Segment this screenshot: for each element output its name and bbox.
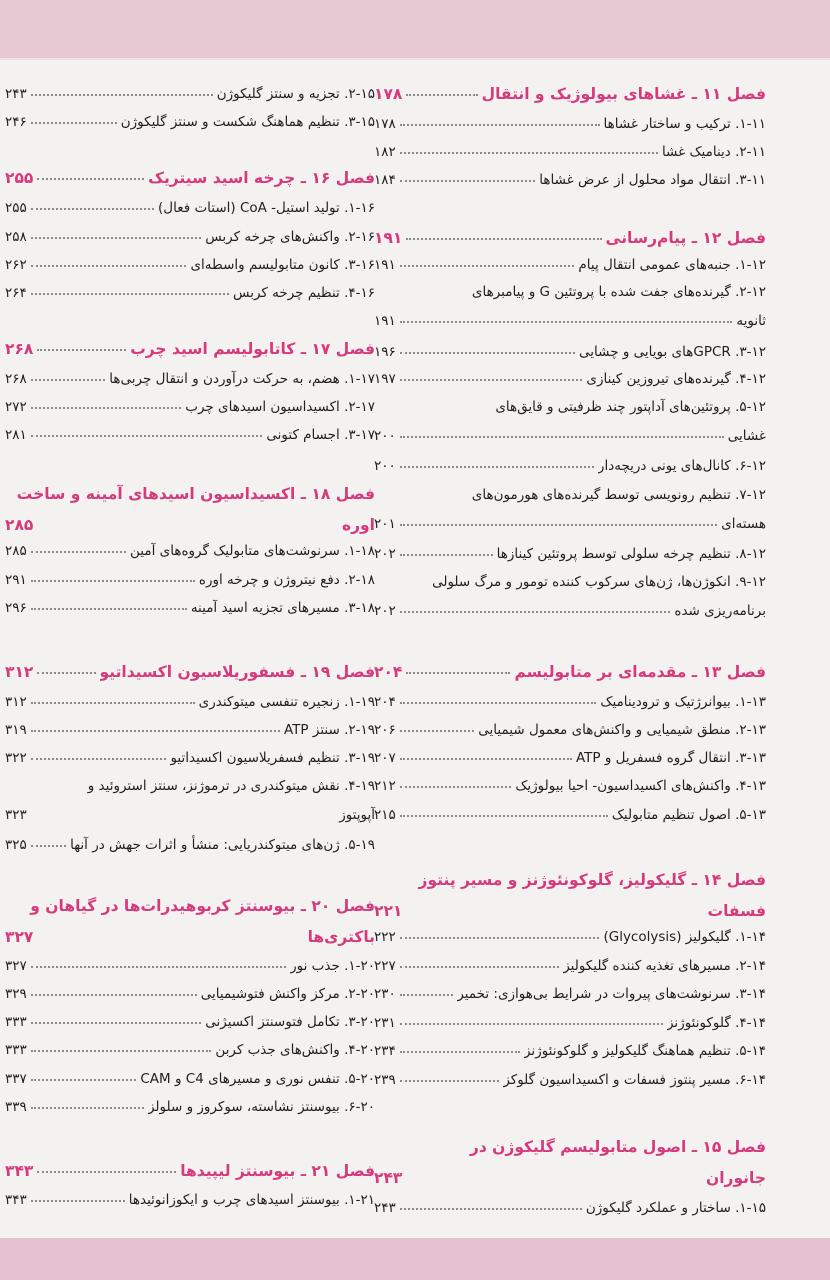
- toc-entry: [374, 1068, 766, 1093]
- toc-entry: [5, 253, 375, 278]
- entry-title: ۲-۱۴. مسیرهای تغذیه کننده گلیکولیز: [563, 958, 766, 974]
- chapter-heading: [5, 1159, 375, 1184]
- dot-leader: [400, 124, 600, 126]
- entry-title-continued: برنامه‌ریزی شده: [674, 603, 766, 619]
- dot-leader: [31, 994, 197, 996]
- toc-entry: [374, 340, 766, 365]
- toc-entry: [374, 454, 766, 479]
- entry-title: ۵-۲۰. تنفس نوری و مسیرهای C4 و CAM: [140, 1071, 375, 1087]
- page-number: ۲۸۱: [5, 427, 27, 443]
- toc-entry: [5, 718, 375, 743]
- page-number: ۲۹۶: [5, 600, 27, 616]
- page-number: ۲۵۵: [5, 200, 27, 216]
- dot-leader: [31, 1200, 125, 1202]
- page-number: ۳۲۲: [5, 750, 27, 766]
- page-number: ۲۸۵: [5, 516, 34, 534]
- toc-entry: [5, 690, 375, 715]
- entry-title: ۶-۲۰. بیوسنتز نشاسته، سوکروز و سلولز: [147, 1099, 375, 1115]
- dot-leader: [31, 551, 126, 553]
- dot-leader: [400, 994, 454, 996]
- dot-leader: [406, 672, 510, 674]
- dot-leader: [37, 672, 95, 674]
- toc-entry: [374, 367, 766, 392]
- toc-entry: [5, 1188, 375, 1213]
- entry-title: ۳-۱۵. تنظیم هماهنگ شکست و سنتز گلیکوژن: [120, 114, 375, 130]
- entry-title: فصل ۲۱ ـ بیوسنتز لیپیدها: [180, 1162, 375, 1180]
- chapter-title: فصل ۱۵ ـ اصول متابولیسم گلیکوژن در: [469, 1138, 766, 1156]
- entry-title: ۳-۱۴. سرنوشت‌های پیروات در شرایط بی‌هوازی: تخمیر: [457, 986, 766, 1002]
- entry-title: ۳-۱۸. مسیرهای تجزیه اسید آمینه: [190, 600, 375, 616]
- entry-title: ۱-۱۸. سرنوشت‌های متابولیک گروه‌های آمین: [130, 543, 375, 559]
- entry-title: ۶-۱۲. کانال‌های یونی دریچه‌دار: [597, 458, 766, 474]
- entry-title: ۲-۱۸. دفع نیتروژن و چرخه اوره: [198, 572, 375, 588]
- chapter-heading: [374, 1135, 766, 1191]
- dot-leader: [31, 1050, 212, 1052]
- toc-entry: [374, 542, 766, 567]
- page-number: ۲۸۵: [5, 543, 27, 559]
- entry-title: ۱-۱۲. جنبه‌های عمومی انتقال پیام: [578, 257, 766, 273]
- toc-entry: [374, 570, 766, 624]
- entry-title: فصل ۱۹ ـ فسفوریلاسیون اکسیداتیو: [99, 663, 375, 681]
- page-number: ۲۳۱: [374, 1015, 396, 1031]
- dot-leader: [37, 349, 126, 351]
- entry-title: ۱-۱۵. ساختار و عملکرد گلیکوژن: [585, 1200, 766, 1216]
- page-number: ۲۶۴: [5, 285, 27, 301]
- page-number: ۲۲۷: [374, 958, 396, 974]
- toc-entry: [5, 423, 375, 448]
- page-number: ۲۰۴: [374, 663, 403, 681]
- chapter-title-continued: اوره: [341, 516, 375, 534]
- toc-entry: [374, 168, 766, 193]
- toc-entry: [374, 280, 766, 334]
- page-number: ۲۶۸: [5, 340, 34, 358]
- dot-leader: [400, 758, 572, 760]
- dot-leader: [37, 1171, 176, 1173]
- entry-title-continued: آپوپتوز: [339, 807, 375, 823]
- dot-leader: [31, 379, 106, 381]
- entry-title: فصل ۱۳ ـ مقدمه‌ای بر متابولیسم: [514, 663, 766, 681]
- page-number: ۲۴۳: [374, 1169, 403, 1187]
- chapter-heading: [5, 482, 375, 538]
- entry-title: ۲-۱۶. واکنش‌های چرخه کربس: [205, 229, 375, 245]
- entry-title: ۵-۱۲. پروتئین‌های آداپتور چند ظرفیتی و قایق‌های: [495, 399, 766, 415]
- toc-entry: [374, 253, 766, 278]
- chapter-heading: [5, 337, 375, 362]
- chapter-heading: [5, 166, 375, 191]
- page-number: ۳۱۲: [5, 694, 27, 710]
- entry-title: ۱-۱۴. گلیکولیز (Glycolysis): [603, 929, 766, 945]
- chapter-heading: [5, 660, 375, 685]
- toc-entry: [374, 690, 766, 715]
- entry-title: ۳-۱۲. GPCRهای بویایی و چشایی: [579, 344, 766, 360]
- toc-entry: [5, 774, 375, 828]
- dot-leader: [400, 554, 493, 556]
- page-number: ۲۹۱: [5, 572, 27, 588]
- dot-leader: [400, 786, 512, 788]
- page-number: ۲۰۴: [374, 694, 396, 710]
- page-number: ۲۰۶: [374, 722, 396, 738]
- dot-leader: [31, 730, 280, 732]
- dot-leader: [400, 1023, 663, 1025]
- page-number: ۱۷۸: [374, 85, 403, 103]
- toc-entry: [374, 483, 766, 537]
- dot-leader: [31, 580, 195, 582]
- entry-title: ۲-۲۰. مرکز واکنش فتوشیمیایی: [200, 986, 375, 1002]
- page-number: ۲۳۰: [374, 986, 396, 1002]
- page-number: ۲۰۲: [374, 546, 396, 562]
- dot-leader: [31, 845, 66, 847]
- dot-leader: [406, 94, 477, 96]
- entry-title: فصل ۱۱ ـ غشاهای بیولوژیک و انتقال: [481, 85, 766, 103]
- page-number: ۲۴۳: [5, 86, 27, 102]
- toc-entry: [5, 82, 375, 107]
- page-number: ۲۲۱: [374, 902, 403, 920]
- dot-leader: [400, 524, 717, 526]
- toc-entry: [374, 1011, 766, 1036]
- toc-entry: [374, 746, 766, 771]
- entry-title: ۳-۱۳. انتقال گروه فسفریل و ATP: [575, 750, 766, 766]
- entry-title: ۸-۱۲. تنظیم چرخه سلولی توسط پروتئین کینازها: [496, 546, 766, 562]
- page-number: ۲۴۳: [374, 1200, 396, 1216]
- entry-title: ۱-۱۱. ترکیب و ساختار غشاها: [603, 116, 766, 132]
- page-number: ۲۳۴: [374, 1043, 396, 1059]
- toc-entry: [374, 140, 766, 165]
- toc-entry: [5, 833, 375, 858]
- toc-entry: [5, 110, 375, 135]
- entry-title: ۲-۱۳. منطق شیمیایی و واکنش‌های معمول شیمیایی: [478, 722, 766, 738]
- book-page: [0, 58, 830, 1240]
- page-number: ۳۲۷: [5, 958, 27, 974]
- dot-leader: [400, 815, 608, 817]
- entry-title: ۱-۲۱. بیوسنتز اسیدهای چرب و ایکوزانوئیدها: [128, 1192, 375, 1208]
- entry-title: ۳-۱۹. تنظیم فسفریلاسیون اکسیداتیو: [170, 750, 375, 766]
- toc-entry: [374, 1039, 766, 1064]
- toc-entry: [5, 1038, 375, 1063]
- entry-title: ۷-۱۲. تنظیم رونویسی توسط گیرنده‌های هورمون‌های: [471, 487, 766, 503]
- page-number: ۱۹۱: [374, 313, 396, 329]
- entry-title: ۲-۱۹. سنتز ATP: [284, 722, 375, 738]
- toc-entry: [374, 982, 766, 1007]
- entry-title: ۱-۲۰. جذب نور: [290, 958, 375, 974]
- entry-title: ۲-۱۱. دینامیک غشا: [661, 144, 766, 160]
- page-edge: [0, 1238, 830, 1280]
- entry-title: ۲-۱۲. گیرنده‌های جفت شده با پروتئین G و پیامبرهای: [471, 284, 766, 300]
- toc-entry: [5, 225, 375, 250]
- toc-entry: [5, 367, 375, 392]
- entry-title: ۵-۱۴. تنظیم هماهنگ گلیکولیز و گلوکونئوژنز: [523, 1043, 766, 1059]
- entry-title: ۴-۱۴. گلوکونئوژنز: [666, 1015, 766, 1031]
- entry-title: ۲-۱۵. تجزیه و سنتز گلیکوژن: [216, 86, 375, 102]
- page-number: ۳۱۲: [5, 663, 34, 681]
- page-number: ۱۹۷: [374, 371, 396, 387]
- page-number: ۲۰۱: [374, 516, 396, 532]
- page-number: ۲۶۸: [5, 371, 27, 387]
- page-number: ۲۱۲: [374, 778, 396, 794]
- dot-leader: [31, 122, 117, 124]
- chapter-title: فصل ۱۸ ـ اکسیداسیون اسیدهای آمینه و ساخت: [16, 485, 375, 503]
- page-number: ۲۱۵: [374, 807, 396, 823]
- page-number: ۳۲۳: [5, 807, 27, 823]
- entry-title: ۳-۲۰. تکامل فتوسنتز اکسیژنی: [205, 1014, 375, 1030]
- page-number: ۱۹۶: [374, 344, 396, 360]
- dot-leader: [400, 180, 536, 182]
- entry-title: ۱-۱۶. تولید استیل- CoA (استات فعال): [158, 200, 375, 216]
- entry-title: ۴-۱۹. نقش میتوکندری در ترموژنز، سنتز استروئید و: [87, 778, 375, 794]
- page-number: ۱۷۸: [374, 116, 396, 132]
- page-number: ۳۲۹: [5, 986, 27, 1002]
- page-number: ۲۰۰: [374, 458, 396, 474]
- toc-entry: [374, 803, 766, 828]
- page-number: ۳۱۹: [5, 722, 27, 738]
- page-number: ۳۳۳: [5, 1014, 27, 1030]
- page-number: ۳۴۳: [5, 1162, 34, 1180]
- entry-title: ۴-۱۶. تنظیم چرخه کربس: [233, 285, 375, 301]
- dot-leader: [31, 265, 187, 267]
- toc-entry: [374, 395, 766, 449]
- dot-leader: [400, 152, 658, 154]
- entry-title: ۵-۱۹. ژن‌های میتوکندریایی: منشأ و اثرات جهش در آنها: [70, 837, 375, 853]
- page-number: ۱۹۱: [374, 229, 403, 247]
- chapter-title-continued: جانوران: [706, 1169, 766, 1187]
- toc-entry: [374, 718, 766, 743]
- toc-entry: [5, 1067, 375, 1092]
- page-number: ۲۲۲: [374, 929, 396, 945]
- page-number: ۲۴۶: [5, 114, 27, 130]
- dot-leader: [31, 94, 213, 96]
- chapter-heading: [374, 82, 766, 107]
- dot-leader: [31, 966, 286, 968]
- entry-title: ۲-۱۷. اکسیداسیون اسیدهای چرب: [185, 399, 375, 415]
- dot-leader: [31, 208, 154, 210]
- page-number: ۲۰۲: [374, 603, 396, 619]
- dot-leader: [31, 237, 201, 239]
- toc-entry: [5, 1010, 375, 1035]
- page-number: ۲۵۵: [5, 169, 34, 187]
- chapter-heading: [374, 660, 766, 685]
- toc-entry: [5, 281, 375, 306]
- dot-leader: [400, 1051, 520, 1053]
- toc-entry: [374, 774, 766, 799]
- page-number: ۳۲۷: [5, 928, 34, 946]
- chapter-heading: [374, 868, 766, 924]
- dot-leader: [31, 293, 229, 295]
- entry-title: ۱-۱۷. هضم، به حرکت درآوردن و انتقال چربی‌ها: [109, 371, 375, 387]
- page-number: ۲۰۷: [374, 750, 396, 766]
- entry-title: فصل ۱۲ ـ پیام‌رسانی: [605, 229, 766, 247]
- dot-leader: [37, 178, 144, 180]
- dot-leader: [400, 436, 724, 438]
- entry-title: ۵-۱۳. اصول تنظیم متابولیک: [611, 807, 766, 823]
- toc-entry: [374, 1196, 766, 1221]
- dot-leader: [400, 321, 733, 323]
- page-number: ۳۲۵: [5, 837, 27, 853]
- entry-title-continued: ثانویه: [736, 313, 766, 329]
- page-number: ۲۵۸: [5, 229, 27, 245]
- chapter-heading: [374, 226, 766, 251]
- dot-leader: [400, 937, 600, 939]
- toc-entry: [5, 1095, 375, 1120]
- dot-leader: [400, 702, 597, 704]
- toc-entry: [374, 954, 766, 979]
- page-number: ۲۶۲: [5, 257, 27, 273]
- toc-entry: [5, 954, 375, 979]
- dot-leader: [406, 238, 601, 240]
- entry-title: ۳-۱۷. اجسام کتونی: [266, 427, 375, 443]
- dot-leader: [31, 758, 167, 760]
- dot-leader: [31, 1107, 144, 1109]
- entry-title: ۹-۱۲. انکوژن‌ها، ژن‌های سرکوب کننده تومور و مرگ سلولی: [432, 574, 766, 590]
- entry-title: ۴-۱۲. گیرنده‌های تیروزین کینازی: [586, 371, 766, 387]
- entry-title: ۳-۱۶. کانون متابولیسم واسطه‌ای: [190, 257, 375, 273]
- chapter-heading: [5, 894, 375, 950]
- entry-title: ۱-۱۹. زنجیره تنفسی میتوکندری: [198, 694, 375, 710]
- toc-entry: [5, 982, 375, 1007]
- entry-title: ۴-۱۳. واکنش‌های اکسیداسیون- احیا بیولوژیک: [515, 778, 766, 794]
- toc-entry: [5, 196, 375, 221]
- page-number: ۳۴۳: [5, 1192, 27, 1208]
- chapter-title-continued: باکتری‌ها: [307, 928, 375, 946]
- chapter-title: فصل ۱۴ ـ گلیکولیز، گلوکونئوژنز و مسیر پنتوز: [418, 871, 766, 889]
- toc-entry: [5, 568, 375, 593]
- entry-title: ۳-۱۱. انتقال مواد محلول از عرض غشاها: [539, 172, 766, 188]
- toc-entry: [374, 112, 766, 137]
- toc-entry: [5, 395, 375, 420]
- entry-title: ۶-۱۴. مسیر پنتوز فسفات و اکسیداسیون گلوکز: [503, 1072, 766, 1088]
- page-number: ۳۳۳: [5, 1042, 27, 1058]
- page-number: ۲۰۰: [374, 428, 396, 444]
- dot-leader: [400, 1080, 500, 1082]
- entry-title: فصل ۱۶ ـ چرخه اسید سیتریک: [148, 169, 375, 187]
- toc-entry: [5, 539, 375, 564]
- dot-leader: [400, 1208, 582, 1210]
- dot-leader: [400, 265, 575, 267]
- chapter-title: فصل ۲۰ ـ بیوسنتز کربوهیدرات‌ها در گیاهان و: [30, 897, 375, 915]
- dot-leader: [31, 1022, 202, 1024]
- entry-title-continued: هسته‌ای: [721, 516, 766, 532]
- dot-leader: [400, 466, 594, 468]
- page-number: ۲۳۹: [374, 1072, 396, 1088]
- dot-leader: [31, 1079, 137, 1081]
- page-number: ۳۳۹: [5, 1099, 27, 1115]
- entry-title-continued: غشایی: [727, 428, 766, 444]
- page-number: ۳۳۷: [5, 1071, 27, 1087]
- entry-title: ۴-۲۰. واکنش‌های جذب کربن: [215, 1042, 375, 1058]
- dot-leader: [400, 352, 575, 354]
- toc-entry: [5, 746, 375, 771]
- dot-leader: [400, 379, 583, 381]
- dot-leader: [400, 730, 475, 732]
- page-number: ۱۹۱: [374, 257, 396, 273]
- page-number: ۱۸۴: [374, 172, 396, 188]
- dot-leader: [31, 702, 195, 704]
- toc-entry: [374, 925, 766, 950]
- dot-leader: [400, 966, 559, 968]
- dot-leader: [31, 608, 187, 610]
- dot-leader: [400, 611, 671, 613]
- toc-entry: [5, 596, 375, 621]
- page-number: ۱۸۲: [374, 144, 396, 160]
- chapter-title-continued: فسفات: [707, 902, 766, 920]
- entry-title: فصل ۱۷ ـ کاتابولیسم اسید چرب: [130, 340, 375, 358]
- dot-leader: [31, 407, 182, 409]
- entry-title: ۱-۱۳. بیوانرژتیک و ترودینامیک: [600, 694, 766, 710]
- dot-leader: [31, 435, 263, 437]
- page-number: ۲۷۲: [5, 399, 27, 415]
